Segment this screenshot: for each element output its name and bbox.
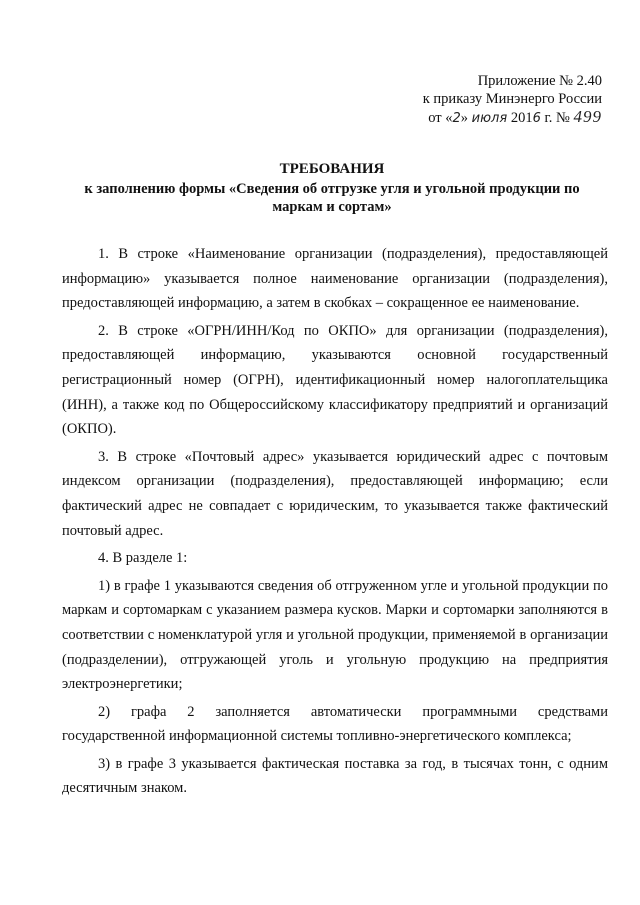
paragraph-4-2: 2) графа 2 заполняется автоматически программными средствами государственной информационной системы топливно-энергетического комплекса; [62, 703, 608, 745]
handwritten-month: июля [471, 111, 508, 126]
paragraph-4-1: 1) в графе 1 указываются сведения об отгруженном угле и угольной продукции по маркам и сортомаркам с указанием размера кусков. Марки и сортомарки заполняются в соответствии с номенклатурой угля и угольной продукции, применяемой в организации (подразделении), отгружающей уголь и угольную продукцию на предприятия электроэнергетики; [62, 577, 608, 693]
paragraph-4-3: 3) в графе 3 указывается фактическая поставка за год, в тысячах тонн, с одним десятичным знаком. [62, 755, 608, 797]
order-date-line [392, 108, 602, 128]
paragraph-1: 1. В строке «Наименование организации (подразделения), предоставляющей информацию» указывается полное наименование организации (подразделения), предоставляющей информацию, а затем в скобках – сокращенное ее наименование. [62, 246, 608, 312]
paragraph-3: 3. В строке «Почтовый адрес» указывается юридический адрес с почтовым индексом организации (подразделения), предоставляющей информацию; если фактический адрес не совпадает с юридическим, то указывается также фактический почтовый адрес. [62, 448, 608, 539]
title-subheading: к заполнению формы «Сведения об отгрузке угля и угольной продукции по маркам и сортам» [84, 181, 580, 215]
date-prefix: от « [428, 110, 453, 126]
handwritten-day: 2 [452, 111, 461, 126]
handwritten-year-digit: 6 [532, 111, 541, 126]
document-title [60, 160, 604, 216]
date-mid: » [460, 110, 472, 126]
title-heading: ТРЕБОВАНИЯ [279, 161, 385, 177]
handwritten-order-number: 499 [573, 107, 602, 126]
number-prefix: г. № [540, 110, 574, 126]
requirements-body [62, 242, 608, 804]
paragraph-2: 2. В строке «ОГРН/ИНН/Код по ОКПО» для организации (подразделения), предоставляющей информацию, указываются основной государственный регистрационный номер (ОГРН), идентификационный номер налогоплательщика (ИНН), а также код по Общероссийскому классификатору предприятий и организаций (ОКПО). [62, 322, 608, 438]
appendix-number: Приложение № 2.40 [477, 73, 602, 89]
paragraph-4: 4. В разделе 1: [98, 550, 188, 567]
year-prefix: 201 [507, 110, 533, 126]
appendix-block [392, 72, 602, 128]
order-reference: к приказу Минэнерго России [422, 91, 602, 107]
